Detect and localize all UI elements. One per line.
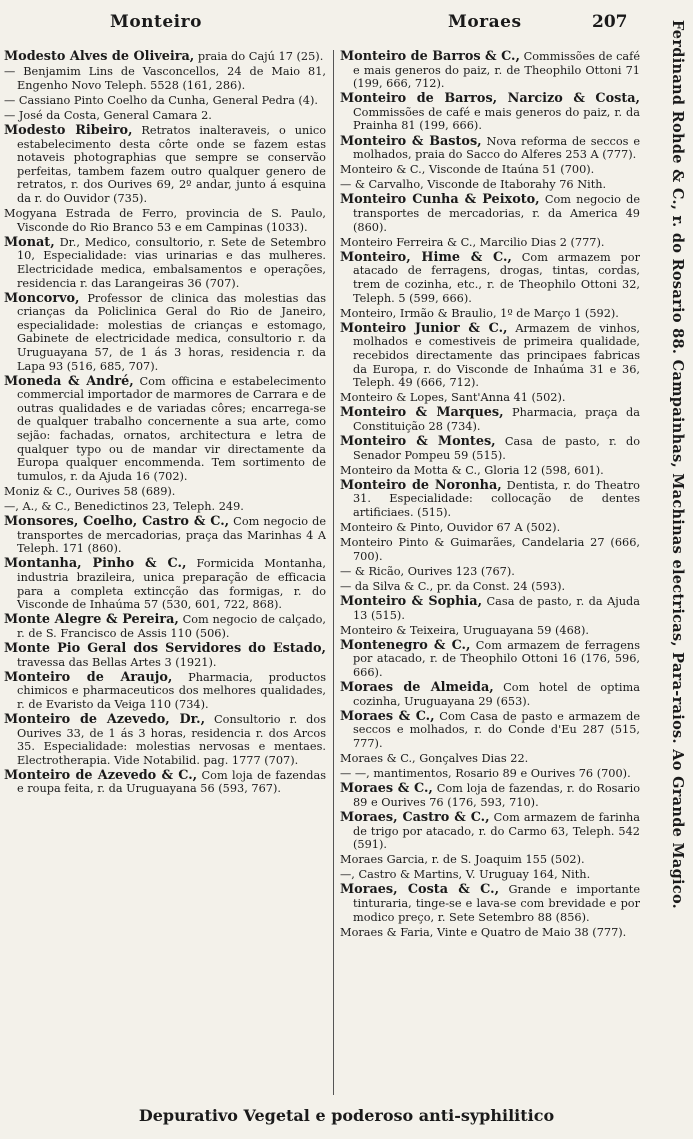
entry-name: Monteiro Junior & C., bbox=[340, 320, 508, 336]
entry-name: Moraes, Costa & C., bbox=[340, 882, 500, 898]
entry-name: Monteiro & Bastos, bbox=[340, 133, 482, 149]
entry-text: Com armazem por atacado de ferragens, drogas, tintas, cordas, trem de cozinha, etc., r. de Theophilo Ottoni 32, Teleph. 5 (599, 666). bbox=[353, 250, 640, 305]
entry-name: Moncorvo, bbox=[4, 290, 80, 306]
directory-entry bbox=[4, 613, 326, 640]
entry-text: Moraes & C., Gonçalves Dias 22. bbox=[340, 752, 529, 766]
entry-text: — & Ricão, Ourives 123 (767). bbox=[340, 564, 515, 578]
entry-name: Monteiro Cunha & Peixoto, bbox=[340, 192, 540, 208]
entry-text: Dentista, r. do Theatro 31. Especialidade: collocação de dentes artificiaes. (515). bbox=[353, 478, 640, 519]
entry-text: — Benjamim Lins de Vasconcellos, 24 de Maio 81, Engenho Novo Teleph. 5528 (161, 286). bbox=[4, 65, 326, 92]
entry-name: Monteiro & Sophia, bbox=[340, 594, 483, 610]
entry-text: Monteiro, Irmão & Braulio, 1º de Março 1 (592). bbox=[340, 306, 619, 320]
entry-text: Monteiro & Teixeira, Uruguayana 59 (468). bbox=[340, 623, 589, 637]
entry-name: Monteiro, Hime & C., bbox=[340, 249, 512, 265]
header-right-keyword: Moraes bbox=[448, 12, 522, 32]
entry-text: Pharmacia, productos chimicos e pharmaceuticos dos melhores qualidades, r. de Evaristo da Veiga 110 (734). bbox=[17, 670, 326, 711]
directory-entry bbox=[340, 926, 640, 940]
entry-name: Moraes de Almeida, bbox=[340, 680, 494, 696]
directory-entry bbox=[4, 94, 326, 108]
entry-name: Monteiro de Barros, Narcizo & Costa, bbox=[340, 91, 640, 107]
directory-entry bbox=[4, 375, 326, 484]
entry-text: praia do Cajú 17 (25). bbox=[197, 50, 324, 63]
entry-text: Com loja de fazendas e roupa feita, r. da Uruguayana 56 (593, 767). bbox=[17, 768, 326, 796]
directory-entry bbox=[340, 811, 640, 852]
entry-text: — Cassiano Pinto Coelho da Cunha, General Pedra (4). bbox=[4, 93, 318, 107]
directory-entry bbox=[340, 580, 640, 594]
entry-name: Monteiro de Araujo, bbox=[4, 669, 173, 685]
entry-name: Modesto Ribeiro, bbox=[4, 122, 133, 138]
directory-entry bbox=[340, 163, 640, 177]
entry-text: Monteiro Pinto & Guimarães, Candelaria 27 (666, 700). bbox=[340, 536, 640, 563]
entry-text: — —, mantimentos, Rosario 89 e Ourives 76 (700). bbox=[340, 767, 631, 781]
entry-name: Monte Alegre & Pereira, bbox=[4, 612, 179, 628]
entry-name: Monteiro de Barros & C., bbox=[340, 50, 520, 64]
header-left-keyword: Monteiro bbox=[110, 12, 202, 32]
directory-entry bbox=[340, 50, 640, 91]
entry-text: Monteiro da Motta & C., Gloria 12 (598, 601). bbox=[340, 463, 604, 477]
entry-text: — José da Costa, General Camara 2. bbox=[4, 108, 212, 122]
entry-text: Commissões de café e mais generos do paiz, r. de Theophilo Ottoni 71 (199, 666, 712). bbox=[353, 50, 640, 91]
entry-name: Moneda & André, bbox=[4, 373, 134, 389]
footer-advertisement: Depurativo Vegetal e poderoso anti-syphilitico bbox=[138, 1106, 555, 1125]
directory-entry bbox=[340, 464, 640, 478]
entry-text: Consultorio r. dos Ourives 33, de 1 ás 3 horas, residencia r. dos Arcos 35. Especialidade: molestias nervosas e mentaes. Electrotherapia. Vide Notabilid. pag. 1777 (707). bbox=[17, 712, 326, 767]
directory-entry bbox=[340, 767, 640, 781]
entry-name: Monte Pio Geral dos Servidores do Estado, bbox=[4, 640, 326, 656]
entry-text: Mogyana Estrada de Ferro, provincia de S. Paulo, Visconde do Rio Branco 53 e em Campinas (1033). bbox=[4, 207, 326, 234]
entry-text: Monteiro & Lopes, Sant'Anna 41 (502). bbox=[340, 391, 566, 405]
directory-entry bbox=[4, 671, 326, 712]
entry-text: Monteiro Ferreira & C., Marcilio Dias 2 (777). bbox=[340, 235, 605, 249]
entry-name: Monteiro de Azevedo, Dr., bbox=[4, 711, 206, 727]
directory-entry bbox=[340, 624, 640, 638]
directory-entry bbox=[4, 515, 326, 556]
directory-entry bbox=[4, 500, 326, 514]
directory-entry bbox=[340, 406, 640, 433]
directory-entry bbox=[340, 536, 640, 563]
directory-entry bbox=[340, 92, 640, 133]
entry-text: Com negocio de calçado, r. de S. Francisco de Assis 110 (506). bbox=[17, 613, 326, 640]
directory-entry bbox=[4, 769, 326, 796]
directory-entry bbox=[4, 207, 326, 234]
entry-name: Monteiro & Marques, bbox=[340, 405, 504, 421]
entry-text: Monteiro & Pinto, Ouvidor 67 A (502). bbox=[340, 521, 561, 535]
entry-text: Moraes & Faria, Vinte e Quatro de Maio 38 (777). bbox=[340, 925, 627, 939]
directory-entry bbox=[340, 251, 640, 305]
entry-text: Dr., Medico, consultorio, r. Sete de Setembro 10, Especialidade: vias urinarias e das mulheres. Electricidade medica, embalsamentos e operações, residencia r. das Larangeiras 36 (707). bbox=[17, 235, 326, 290]
directory-entry bbox=[340, 639, 640, 680]
entry-text: Retratos inalteraveis, o unico estabelecimento desta côrte onde se fazem estas notaveis photographias que sempre se conservão perfeitas, tambem fazem outro qualquer genero de retratos, r. dos Ourives 69, 2º andar, junto á esquina da r. do Ouvidor (735). bbox=[17, 123, 326, 205]
directory-entry bbox=[340, 565, 640, 579]
directory-entry bbox=[4, 292, 326, 374]
directory-entry bbox=[340, 322, 640, 390]
directory-entry bbox=[340, 307, 640, 321]
entry-text: Monteiro & C., Visconde de Itaúna 51 (700). bbox=[340, 163, 595, 177]
directory-entry bbox=[340, 752, 640, 766]
directory-entry bbox=[340, 178, 640, 192]
left-column bbox=[4, 50, 326, 1100]
entry-text: travessa das Bellas Artes 3 (1921). bbox=[17, 655, 217, 669]
directory-entry bbox=[4, 485, 326, 499]
column-divider bbox=[333, 50, 334, 1095]
entry-text: Armazem de vinhos, molhados e comestiveis de primeira qualidade, recebidos directamente das principaes fabricas da Europa, r. do Visconde de Inhaúma 31 e 36, Teleph. 49 (666, 712). bbox=[353, 321, 640, 390]
entry-text: Com negocio de transportes de mercadorias, praça das Marinhas 4 A Teleph. 171 (860). bbox=[17, 515, 326, 556]
entry-text: Com armazem de ferragens por atacado, r. de Theophilo Ottoni 16 (176, 596, 666). bbox=[353, 638, 640, 680]
directory-entry bbox=[340, 193, 640, 234]
directory-entry bbox=[340, 479, 640, 520]
entry-text: Com negocio de transportes de mercadorias, r. da America 49 (860). bbox=[353, 193, 640, 234]
entry-text: Com officina e estabelecimento commercial importador de marmores de Carrara e de outras qualidades e de variadas côres; encarrega-se de qualquer trabalho concernente a sua arte, como sejão: fachadas, ornatos, architectura e letra de qualquer typo ou de mandar vir directamente da Europa qualquer encommenda. Tem sortimento de tumulos, r. da Ajuda 16 (702). bbox=[17, 374, 326, 483]
directory-entry bbox=[340, 883, 640, 924]
entry-text: Grande e importante tinturaria, tinge-se e lava-se com brevidade e por modico preço, r. Sete Setembro 88 (856). bbox=[353, 883, 640, 924]
entry-text: — & Carvalho, Visconde de Itaborahy 76 Nith. bbox=[340, 178, 607, 192]
entry-name: Monteiro de Azevedo & C., bbox=[4, 767, 198, 783]
directory-entry bbox=[340, 710, 640, 751]
entry-name: Moraes & C., bbox=[340, 708, 435, 724]
entry-text: Com armazem de farinha de trigo por atacado, r. do Carmo 63, Teleph. 542 (591). bbox=[353, 810, 640, 852]
entry-name: Montanha, Pinho & C., bbox=[4, 556, 187, 572]
directory-entry bbox=[4, 109, 326, 123]
entry-text: —, Castro & Martins, V. Uruguay 164, Nith. bbox=[340, 868, 591, 882]
directory-entry bbox=[340, 236, 640, 250]
entry-text: Casa de pasto, r. do Senador Pompeu 59 (515). bbox=[353, 435, 640, 462]
entry-name: Montenegro & C., bbox=[340, 637, 471, 653]
side-advertisement: Ferdinand Rohde & C., r. do Rosario 88. Campainhas, Machinas electricas, Para-raios. Ao Grande Magico. bbox=[669, 20, 686, 910]
page-number: 207 bbox=[592, 12, 628, 32]
directory-entry bbox=[340, 868, 640, 882]
directory-entry bbox=[4, 642, 326, 669]
directory-entry bbox=[4, 65, 326, 92]
directory-entry bbox=[340, 435, 640, 462]
entry-text: Moraes Garcia, r. de S. Joaquim 155 (502). bbox=[340, 853, 585, 867]
directory-entry bbox=[340, 681, 640, 708]
entry-text: Professor de clinica das molestias das crianças da Policlinica Geral do Rio de Janeiro, especialidade: molestias de crianças e estomago, Gabinete de electricidade medica, consultorio r. da Uruguayana 57, de 1 ás 3 horas, residencia r. da Lapa 93 (516, 685, 707). bbox=[17, 291, 326, 373]
entry-text: Commissões de café e mais generos do paiz, r. da Prainha 81 (199, 666). bbox=[353, 105, 640, 133]
directory-entry bbox=[4, 124, 326, 206]
entry-text: — da Silva & C., pr. da Const. 24 (593). bbox=[340, 579, 566, 593]
entry-text: Com hotel de optima cozinha, Uruguayana 29 (653). bbox=[353, 681, 640, 708]
directory-entry bbox=[340, 853, 640, 867]
entry-text: Nova reforma de seccos e molhados, praia do Sacco do Alferes 253 A (777). bbox=[353, 134, 640, 162]
directory-entry bbox=[340, 595, 640, 622]
directory-entry bbox=[340, 391, 640, 405]
entry-text: Formicida Montanha, industria brazileira, unica preparação de efficacia para a completa extincção das formigas, r. do Visconde de Inhaúma 57 (530, 601, 722, 868). bbox=[17, 557, 326, 612]
directory-entry bbox=[4, 557, 326, 611]
entry-text: —, A., & C., Benedictinos 23, Teleph. 249. bbox=[4, 500, 244, 513]
right-column bbox=[340, 50, 640, 1100]
entry-text: Casa de pasto, r. da Ajuda 13 (515). bbox=[353, 595, 640, 622]
directory-entry bbox=[4, 713, 326, 767]
entry-text: Pharmacia, praça da Constituição 28 (734). bbox=[353, 406, 640, 433]
entry-name: Monteiro de Noronha, bbox=[340, 477, 502, 493]
directory-entry bbox=[340, 521, 640, 535]
page-header bbox=[0, 12, 693, 38]
entry-text: Moniz & C., Ourives 58 (689). bbox=[4, 484, 176, 498]
entry-text: Com loja de fazendas, r. do Rosario 89 e Ourives 76 (176, 593, 710). bbox=[353, 782, 640, 809]
directory-entry bbox=[340, 135, 640, 162]
directory-entry bbox=[4, 50, 326, 64]
entry-name: Moraes, Castro & C., bbox=[340, 809, 490, 825]
directory-entry bbox=[4, 236, 326, 290]
entry-name: Moraes & C., bbox=[340, 781, 433, 797]
entry-name: Modesto Alves de Oliveira, bbox=[4, 50, 195, 64]
entry-name: Monteiro & Montes, bbox=[340, 434, 496, 450]
entry-name: Monsores, Coelho, Castro & C., bbox=[4, 514, 230, 530]
entry-name: Monat, bbox=[4, 234, 55, 250]
directory-entry bbox=[340, 782, 640, 809]
entry-text: Com Casa de pasto e armazem de seccos e molhados, r. do Conde d'Eu 287 (515, 777). bbox=[353, 709, 640, 750]
